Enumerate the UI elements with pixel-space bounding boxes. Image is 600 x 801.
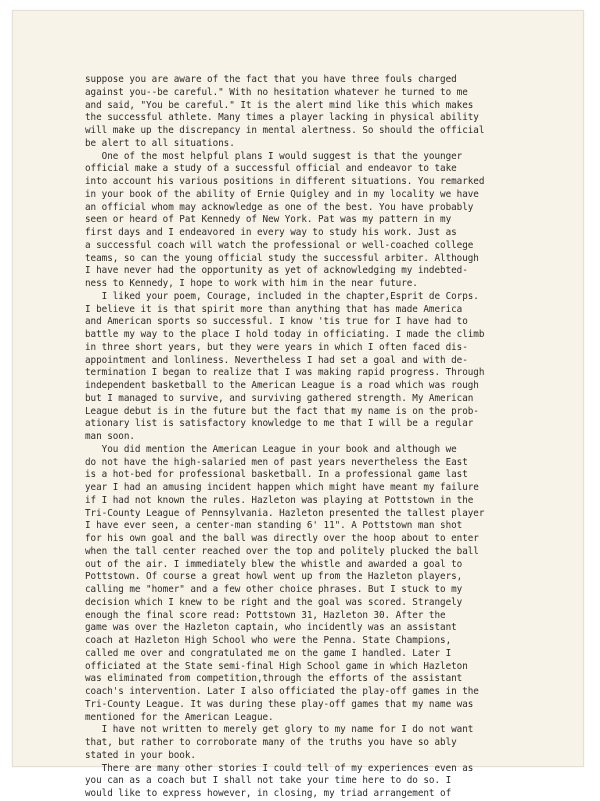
- letter-line: when the tall center reached over the top and politely plucked the ball: [85, 545, 479, 557]
- letter-line: into account his various positions in different situations. You remarked: [85, 176, 485, 187]
- letter-body: [85, 74, 585, 801]
- letter-line: suppose you are aware of the fact that you have three fouls charged: [85, 74, 457, 85]
- letter-line: ness to Kennedy, I hope to work with him in the near future.: [85, 278, 418, 289]
- letter-line: League debut is in the future but the fact that my name is on the prob-: [85, 405, 479, 417]
- letter-line: officiated at the State semi-final High School game in which Hazleton: [85, 660, 468, 672]
- letter-line: do not have the high-salaried men of past years nevertheless the East: [85, 456, 468, 468]
- letter-line: called me over and congratulated me on the game I handled. Later I: [85, 647, 452, 659]
- letter-line: if I had not known the rules. Hazleton was playing at Pottstown in the: [85, 494, 474, 506]
- letter-line: I liked your poem, Courage, included in the chapter,Esprit de Corps.: [85, 290, 479, 302]
- letter-line: you can as a coach but I shall not take your time here to do so. I: [85, 775, 452, 787]
- letter-line: teams, so can the young official study the successful arbiter. Although: [85, 252, 479, 264]
- letter-line: was eliminated from competition,through the efforts of the assistant: [85, 673, 463, 685]
- letter-line: ationary list is satisfactory knowledge to me that I will be a regular: [85, 418, 474, 430]
- typewritten-letter-sheet: [12, 10, 584, 799]
- letter-line: There are many other stories I could tell of my experiences even as: [85, 762, 474, 774]
- letter-line: a successful coach will watch the professional or well-coached college: [85, 239, 474, 251]
- letter-line: termination I began to realize that I was making rapid progress. Through: [85, 367, 485, 379]
- letter-line: decision which I knew to be right and the goal was scored. Strangely: [85, 596, 463, 608]
- letter-line: is a hot-bed for professional basketball. In a professional game last: [85, 469, 468, 481]
- letter-line: against you--be careful." With no hesitation whatever he turned to me: [85, 86, 468, 98]
- letter-line: game was over the Hazleton captain, who incidently was an assistant: [85, 622, 457, 634]
- letter-line: will make up the discrepancy in mental alertness. So should the official: [85, 125, 485, 136]
- letter-line: stated in your book.: [85, 749, 196, 761]
- letter-line: would like to express however, in closing, my triad arrangement of: [85, 788, 452, 799]
- letter-line: enough the final score read: Pottstown 31, Hazleton 30. After the: [85, 609, 446, 621]
- letter-line: be alert to all situations.: [85, 137, 235, 149]
- letter-line: appointment and lonliness. Nevertheless I had set a goal and with de-: [85, 354, 468, 366]
- letter-line: in your book of the ability of Ernie Quigley and in my locality we have: [85, 188, 479, 200]
- letter-line: first days and I endeavored in every way to study his work. Just as: [85, 227, 457, 238]
- letter-line: One of the most helpful plans I would suggest is that the younger: [85, 150, 463, 162]
- letter-line: coach at Hazleton High School who were the Penna. State Champions,: [85, 635, 452, 646]
- letter-line: but I managed to survive, and surviving gathered strength. My American: [85, 392, 474, 404]
- letter-line: I believe it is that spirit more than anything that has made America: [85, 303, 463, 315]
- letter-line: You did mention the American League in your book and although we: [85, 443, 457, 455]
- letter-line: the successful athlete. Many times a player lacking in physical ability: [85, 112, 479, 124]
- letter-line: Tri-County League of Pennsylvania. Hazleton presented the tallest player: [85, 507, 485, 519]
- letter-line: calling me "homer" and a few other choice phrases. But I stuck to my: [85, 584, 463, 595]
- letter-line: I have not written to merely get glory to my name for I do not want: [85, 724, 474, 736]
- letter-line: I have ever seen, a center-man standing 6' 11". A Pottstown man shot: [85, 520, 463, 532]
- letter-line: out of the air. I immediately blew the whistle and awarded a goal to: [85, 558, 463, 570]
- letter-line: seen or heard of Pat Kennedy of New York. Pat was my pattern in my: [85, 214, 452, 226]
- letter-line: in three short years, but they were years in which I often faced dis-: [85, 341, 468, 353]
- letter-line: Tri-County League. It was during these play-off games that my name was: [85, 698, 474, 710]
- letter-line: that, but rather to corroborate many of the truths you have so ably: [85, 737, 457, 748]
- letter-line: coach's intervention. Later I also officiated the play-off games in the: [85, 686, 479, 697]
- letter-line: and said, "You be careful." It is the alert mind like this which makes: [85, 99, 474, 111]
- letter-line: man soon.: [85, 431, 135, 442]
- letter-line: battle my way to the place I hold today in officiating. I made the climb: [85, 329, 485, 340]
- letter-line: and American sports so successful. I know 'tis true for I have had to: [85, 316, 468, 328]
- letter-line: for his own goal and the ball was directly over the hoop about to enter: [85, 533, 479, 544]
- letter-line: independent basketball to the American League is a road which was rough: [85, 380, 479, 391]
- letter-line: year I had an amusing incident happen which might have meant my failure: [85, 482, 479, 493]
- letter-line: I have never had the opportunity as yet of acknowledging my indebted-: [85, 265, 468, 277]
- letter-line: mentioned for the American League.: [85, 711, 274, 723]
- letter-line: an official whom may acknowledge as one of the best. You have probably: [85, 201, 474, 213]
- letter-line: official make a study of a successful official and endeavor to take: [85, 163, 457, 175]
- letter-line: Pottstown. Of course a great howl went up from the Hazleton players,: [85, 571, 463, 583]
